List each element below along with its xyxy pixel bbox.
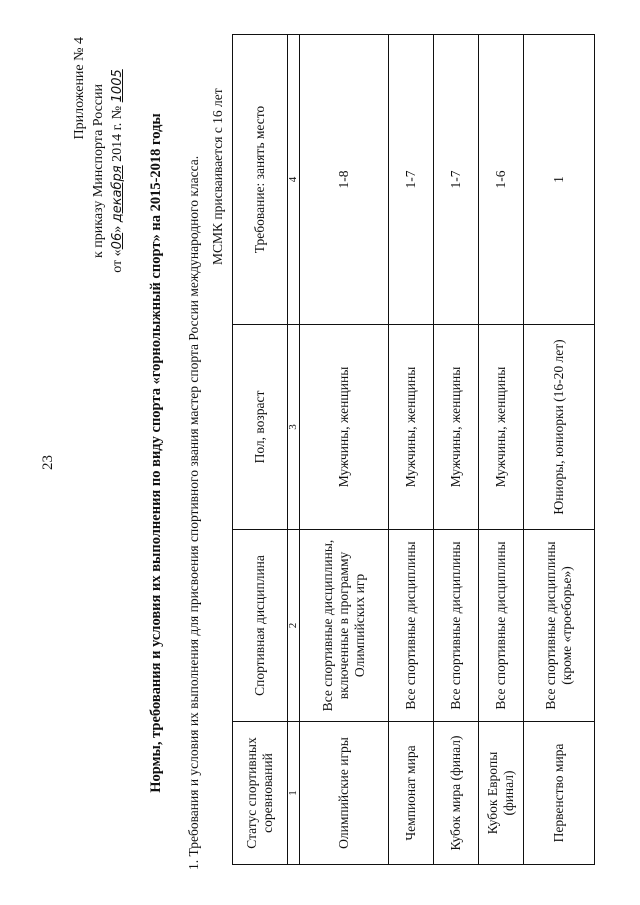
handwritten-month: декабря	[110, 165, 125, 223]
table-row: Чемпионат мира Все спортивные дисциплины Мужчины, женщины 1-7	[389, 35, 434, 865]
msmk-age-note: МСМК присваивается с 16 лет	[210, 88, 225, 265]
document-title: Нормы, требования и условия их выполнения по виду спорта «горнолыжный спорт» на 2015-2018 годы	[148, 113, 164, 793]
appendix-order-date: от «06» декабря 2014 г. № 1005	[110, 69, 125, 273]
header-discipline: Спортивная дисциплина	[233, 530, 288, 722]
column-number-row: 1 2 3 4	[288, 35, 300, 865]
header-place: Требование: занять место	[233, 35, 288, 325]
appendix-order-reference: к приказу Минспорта России	[91, 84, 106, 258]
table-row: Олимпийские игры Все спортивные дисциплины, включенные в программу Олимпийских игр Мужчины, женщины 1-8	[300, 35, 389, 865]
norms-table	[232, 34, 595, 865]
handwritten-order-number: 1005	[110, 69, 125, 103]
header-status: Статус спортивных соревнований	[233, 722, 288, 865]
table-row: Кубок мира (финал) Все спортивные дисциплины Мужчины, женщины 1-7	[434, 35, 479, 865]
appendix-block	[70, 37, 127, 305]
section-intro: 1. Требования и условия их выполнения для присвоения спортивного звания мастер спорта России международного класса.	[186, 155, 201, 870]
handwritten-day: 06	[110, 232, 125, 250]
header-gender-age: Пол, возраст	[233, 325, 288, 530]
appendix-number: Приложение № 4	[72, 37, 87, 140]
table-header-row	[233, 35, 288, 865]
table-row: Кубок Европы (финал) Все спортивные дисциплины Мужчины, женщины 1-6	[479, 35, 524, 865]
table-row: Первенство мира Все спортивные дисциплины (кроме «троеборье») Юниоры, юниорки (16-20 лет) 1	[524, 35, 595, 865]
page-number: 23	[40, 455, 56, 470]
